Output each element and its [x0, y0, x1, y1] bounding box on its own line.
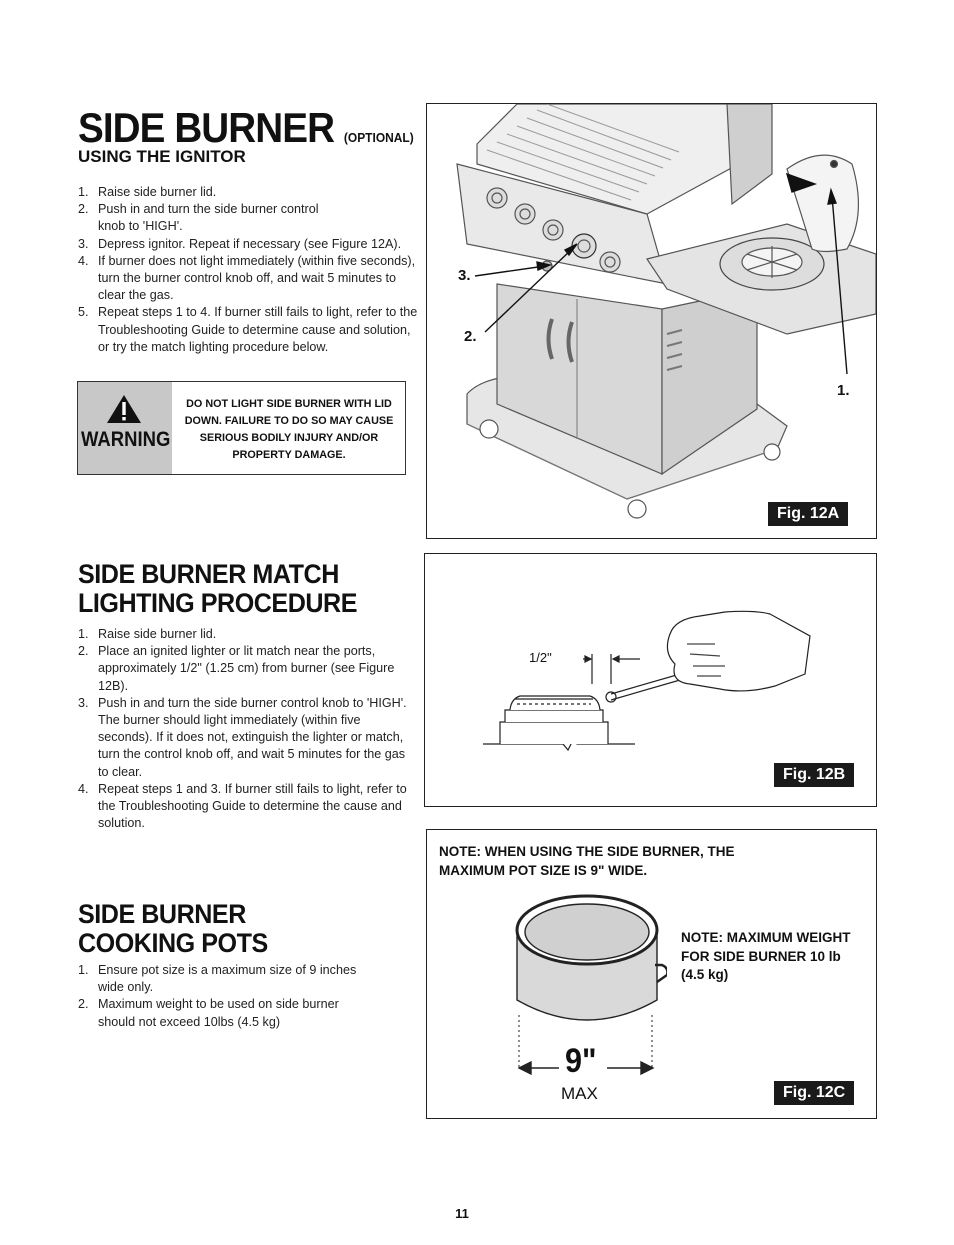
callout-2: 2.	[464, 328, 477, 345]
list-item: 5. Repeat steps 1 to 4. If burner still fails to light, refer to the Troubleshooting Guide to determine cause and solution, or try the match lighting procedure below.	[78, 305, 418, 354]
pots-steps-list	[78, 962, 378, 1031]
warning-box	[77, 381, 406, 475]
list-item: 1. Raise side burner lid.	[78, 627, 217, 641]
match-section-title: SIDE BURNER MATCH LIGHTING PROCEDURE	[78, 559, 358, 618]
callout-1: 1.	[837, 382, 850, 399]
figure-12a	[426, 103, 877, 539]
figure-12c	[426, 829, 877, 1119]
pot-size-max: MAX	[561, 1084, 598, 1103]
figure-tag-12b: Fig. 12B	[774, 763, 854, 787]
warning-text: DO NOT LIGHT SIDE BURNER WITH LID DOWN. FAILURE TO DO SO MAY CAUSE SERIOUS BODILY INJURY AND/OR PROPERTY DAMAGE.	[184, 398, 394, 461]
warning-triangle-icon	[106, 394, 142, 424]
list-item: 2. Push in and turn the side burner control knob to 'HIGH'.	[78, 202, 319, 234]
figure-tag-12c: Fig. 12C	[774, 1081, 854, 1105]
list-item: 4. Repeat steps 1 and 3. If burner still fails to light, refer to the Troubleshooting Guide to determine the cause and solution.	[78, 781, 407, 831]
figure-12b	[424, 553, 877, 807]
page-number: 11	[455, 1206, 469, 1221]
pots-section-title: SIDE BURNER COOKING POTS	[78, 899, 268, 958]
warning-label: WARNING	[81, 428, 171, 451]
list-item: 2. Maximum weight to be used on side burner should not exceed 10lbs (4.5 kg)	[78, 997, 339, 1029]
callout-3: 3.	[458, 267, 471, 284]
dimension-label: 1/2"	[529, 650, 552, 665]
warning-panel	[78, 382, 172, 474]
pot-weight-note: NOTE: MAXIMUM WEIGHT FOR SIDE BURNER 10 lb (4.5 kg)	[681, 930, 851, 982]
title-text: SIDE BURNER	[78, 104, 335, 151]
list-item: 4. If burner does not light immediately (within five seconds), turn the burner control knob off, and wait 5 minutes to clear the gas.	[78, 253, 416, 303]
list-item: 1. Ensure pot size is a maximum size of 9 inches wide only.	[78, 963, 357, 995]
page-title	[78, 104, 414, 152]
grill-illustration	[427, 104, 876, 538]
pot-size-note: NOTE: WHEN USING THE SIDE BURNER, THE MAXIMUM POT SIZE IS 9" WIDE.	[439, 844, 735, 878]
match-steps-list	[78, 626, 416, 832]
list-item: 2. Place an ignited lighter or lit match near the ports, approximately 1/2" (1.25 cm) from burner (see Figure 12B).	[78, 644, 395, 693]
title-note: (OPTIONAL)	[343, 130, 414, 145]
figure-tag-12a: Fig. 12A	[768, 502, 848, 526]
list-item: 1. Raise side burner lid.	[78, 185, 217, 199]
ignitor-steps-list	[78, 184, 418, 356]
pot-size-value: 9"	[565, 1042, 597, 1080]
list-item: 3. Push in and turn the side burner control knob to 'HIGH'. The burner should light immediately (within five seconds). If it does not, extinguish the lighter or match, turn the control knob off, and wait 5 minutes for the gas to clear.	[78, 695, 407, 779]
list-item: 3. Depress ignitor. Repeat if necessary (see Figure 12A).	[78, 236, 402, 251]
section-subtitle-ignitor: USING THE IGNITOR	[78, 147, 246, 166]
